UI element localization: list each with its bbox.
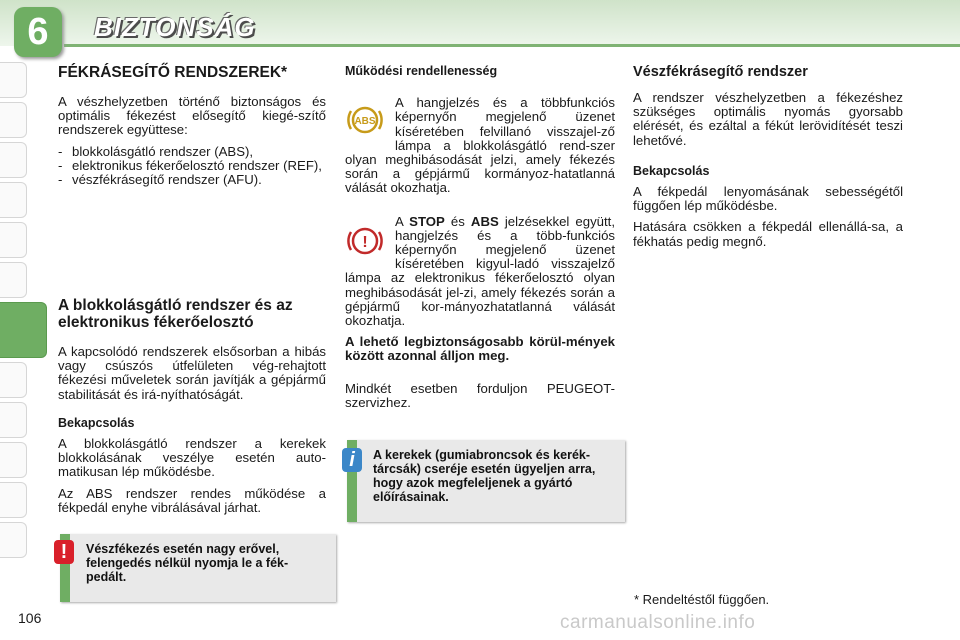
right-column [633,64,903,256]
service-paragraph: Mindkét esetben forduljon PEUGEOT-szervizhez. [345,380,615,410]
abs-section [58,297,326,522]
malfunction-paragraph-2: A STOP és ABS jelzésekkel együtt, hangjelzés és a több-funkciós képernyőn megjelenő üzenet kíséretében kigyul-ladó visszajelző lámpa az elektronikus fékerőelosztó olyan meghibásodását jel-zi, amely fékezés során a gépjármű kor-mányozhatatlanná válását okozhatja. [345,213,616,329]
activation-heading: Bekapcsolás [58,415,135,430]
list-item: - blokkolásgátló rendszer (ABS), [58,145,326,159]
left-column [58,64,326,187]
side-tab[interactable] [0,182,27,218]
chapter-number-badge: 6 [14,7,62,57]
middle-column [345,64,615,417]
malfunction-heading: Működési rendellenesség [345,64,498,78]
page-number: 106 [18,610,42,626]
list-item: - elektronikus fékerőelosztó rendszer (REF), [58,159,326,173]
stop-safely-note: A lehető legbiztonságosabb körül-mények között azonnal álljon meg. [345,334,615,364]
activation-paragraph-2: Az ABS rendszer rendes működése a fékpedál enyhe vibrálásával járhat. [58,485,326,515]
assist-paragraph-3: Hatására csökken a fékpedál ellenállá-sa, a fékhatás pedig megnő. [633,219,903,249]
side-tab[interactable] [0,522,27,558]
chapter-side-tabs [0,62,28,562]
footnote: * Rendeltéstől függően. [634,592,770,607]
side-tab-active[interactable] [0,302,47,358]
info-icon: i [342,448,362,472]
side-tab[interactable] [0,102,27,138]
abs-paragraph: A kapcsolódó rendszerek elsősorban a hibás vagy csúszós útfelületen vég-rehajtott fékezési műveletek során javítják a gépjármű stabilitását és irá-nyíthatóságát. [58,344,326,402]
side-tab[interactable] [0,62,27,98]
list-item: - vészfékrásegítő rendszer (AFU). [58,173,326,187]
side-tab[interactable] [0,442,27,478]
side-tab[interactable] [0,402,27,438]
info-note-box [347,440,625,522]
side-tab[interactable] [0,362,27,398]
assist-paragraph-2: A fékpedál lenyomásának sebességétől függően lép működésbe. [633,184,903,214]
header-divider [64,44,960,47]
activation-paragraph-1: A blokkolásgátló rendszer a kerekek blokkolásának veszélye esetén auto-matikusan lép működésbe. [58,436,326,480]
watermark: carmanualsonline.info [560,612,756,633]
malfunction-paragraph-1: A hangjelzés és a többfunkciós képernyőn megjelenő üzenet kíséretében felvillanó visszajel-ző lámpa a blokkolásgátló rend-szer olyan meghibásodását jelzi, amely fékezés során a gépjármű kormányoz-hatatlanná válását okozhatja. [345,95,615,196]
side-tab[interactable] [0,142,27,178]
section-heading-brake-systems: FÉKRÁSEGÍTŐ RENDSZEREK* [58,64,288,81]
warning-note-box [60,534,336,602]
section-heading-abs: A blokkolásgátló rendszer és az elektronikus fékerőelosztó [58,297,293,331]
section-heading-emergency-brake-assist: Vészfékrásegítő rendszer [633,64,808,80]
abs-warning-lamp-icon [345,100,385,140]
assist-activation-heading: Bekapcsolás [633,163,710,178]
brake-warning-lamp-icon [345,221,385,261]
warning-icon: ! [54,540,74,564]
page-title: BIZTONSÁG [94,12,256,42]
side-tab[interactable] [0,222,27,258]
intro-paragraph: A vészhelyzetben történő biztonságos és optimális fékezést elősegítő kiegé-szítő rendszerek együttese: [58,94,326,138]
svg-text:ABS: ABS [354,116,376,128]
systems-list [58,145,326,188]
svg-text:!: ! [362,233,368,251]
side-tab[interactable] [0,262,27,298]
side-tab[interactable] [0,482,27,518]
warning-note-text: Vészfékezés esetén nagy erővel, felengedés nélkül nyomja le a fék-pedált. [86,542,289,584]
info-note-text: A kerekek (gumiabroncsok és kerék-tárcsák) cseréje esetén ügyeljen arra, hogy azok megfeleljenek a gyártó előírásainak. [373,448,596,504]
assist-paragraph-1: A rendszer vészhelyzetben a fékezéshez szükséges optimális nyomás gyorsabb elérését, és ezáltal a fékút lerövidítését teszi lehetővé. [633,90,903,148]
